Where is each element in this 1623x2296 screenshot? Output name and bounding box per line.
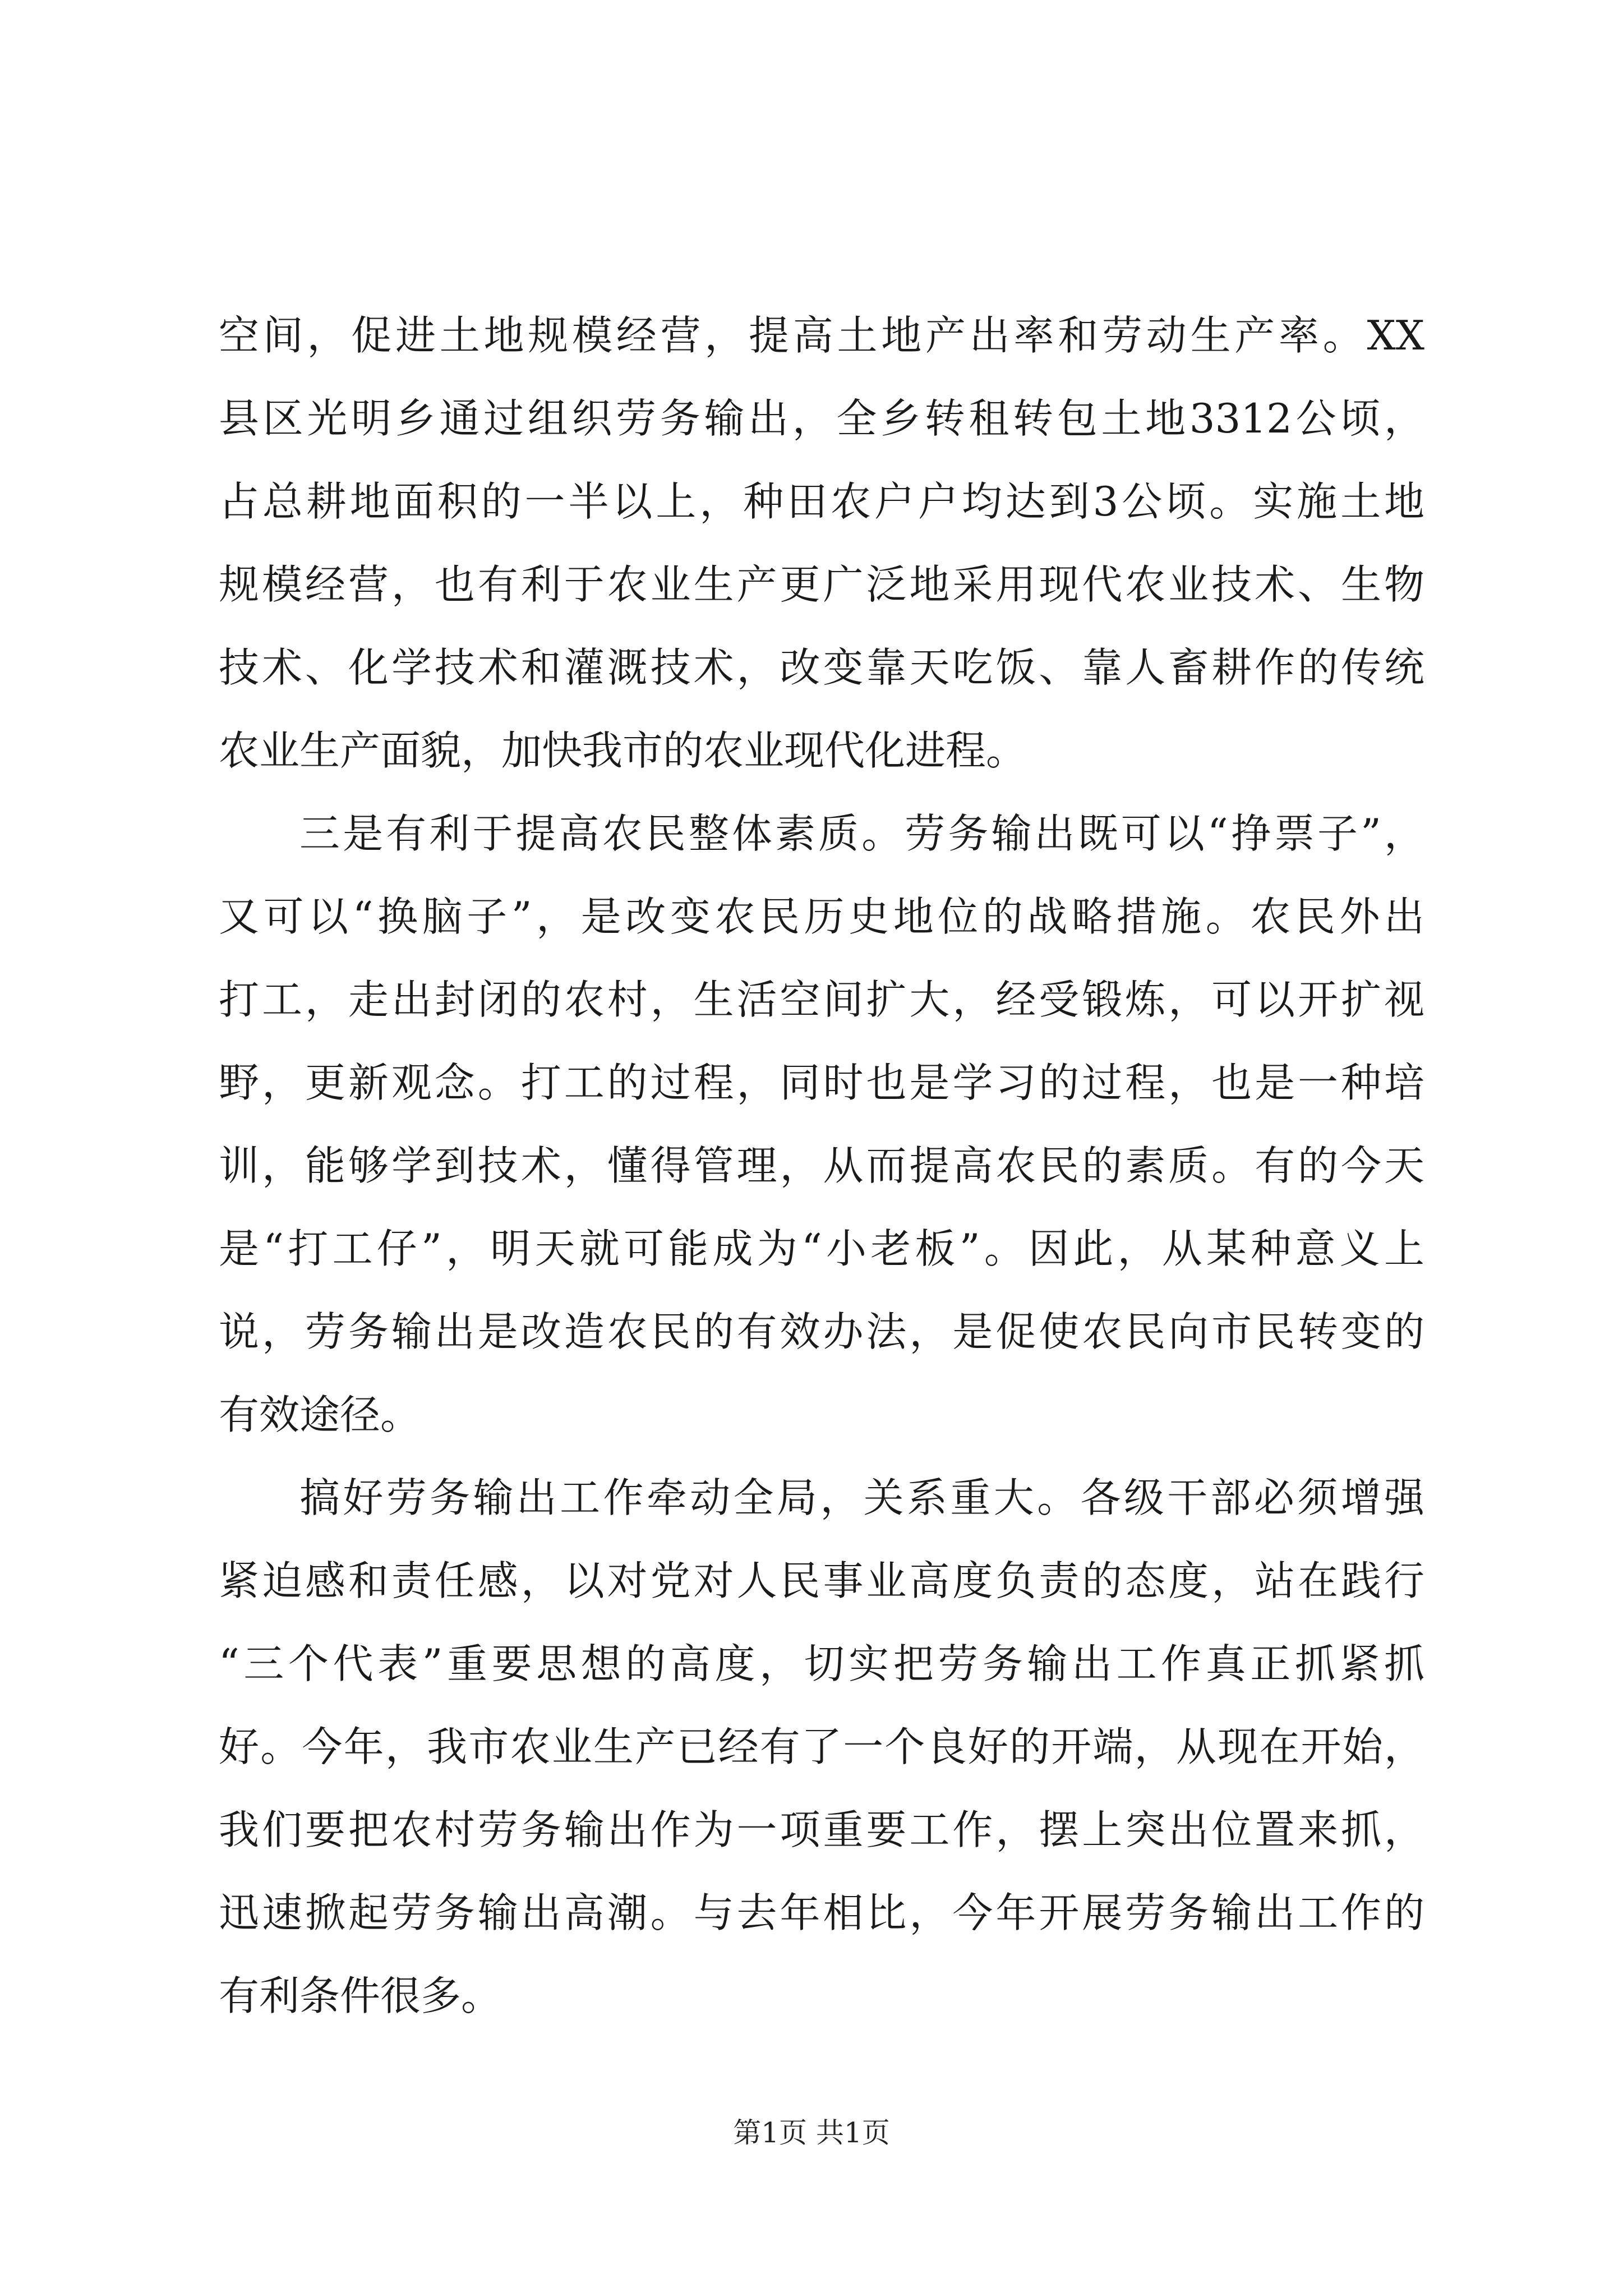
text-line: 说，劳务输出是改造农民的有效办法，是促使农民向市民转变的 xyxy=(219,1308,1424,1355)
text-line: 技术、化学技术和灌溉技术，改变靠天吃饭、靠人畜耕作的传统 xyxy=(219,644,1424,691)
text-line: 训，能够学到技术，懂得管理，从而提高农民的素质。有的今天 xyxy=(219,1142,1424,1189)
text-line: 又可以“换脑子”，是改变农民历史地位的战略措施。农民外出 xyxy=(219,893,1424,940)
document-body xyxy=(219,294,1424,2037)
text-line: 空间，促进土地规模经营，提高土地产出率和劳动生产率。XX xyxy=(219,312,1424,359)
text-line: 野，更新观念。打工的过程，同时也是学习的过程，也是一种培 xyxy=(219,1059,1424,1106)
text-line: 好。今年，我市农业生产已经有了一个良好的开端，从现在开始， xyxy=(219,1723,1424,1770)
text-line: 我们要把农村劳务输出作为一项重要工作，摆上突出位置来抓， xyxy=(219,1806,1424,1853)
text-line: 搞好劳务输出工作牵动全局，关系重大。各级干部必须增强 xyxy=(299,1474,1424,1521)
text-line: 农业生产面貌，加快我市的农业现代化进程。 xyxy=(219,727,1027,774)
text-line: 迅速掀起劳务输出高潮。与去年相比，今年开展劳务输出工作的 xyxy=(219,1889,1424,1936)
text-line: 打工，走出封闭的农村，生活空间扩大，经受锻炼，可以开扩视 xyxy=(219,976,1424,1023)
text-line: 规模经营，也有利于农业生产更广泛地采用现代农业技术、生物 xyxy=(219,561,1424,608)
text-line: 三是有利于提高农民整体素质。劳务输出既可以“挣票子”， xyxy=(299,810,1424,857)
text-line: 有效途径。 xyxy=(219,1391,421,1438)
text-line: “三个代表”重要思想的高度，切实把劳务输出工作真正抓紧抓 xyxy=(219,1640,1424,1687)
text-line: 紧迫感和责任感，以对党对人民事业高度负责的态度，站在践行 xyxy=(219,1557,1424,1604)
text-line: 县区光明乡通过组织劳务输出，全乡转租转包土地3312公顷， xyxy=(219,395,1424,442)
text-line: 有利条件很多。 xyxy=(219,1972,502,2019)
page-footer: 第1页 共1页 xyxy=(733,2116,890,2149)
text-line: 占总耕地面积的一半以上，种田农户户均达到3公顷。实施土地 xyxy=(219,478,1424,525)
text-line: 是“打工仔”，明天就可能成为“小老板”。因此，从某种意义上 xyxy=(219,1225,1424,1272)
